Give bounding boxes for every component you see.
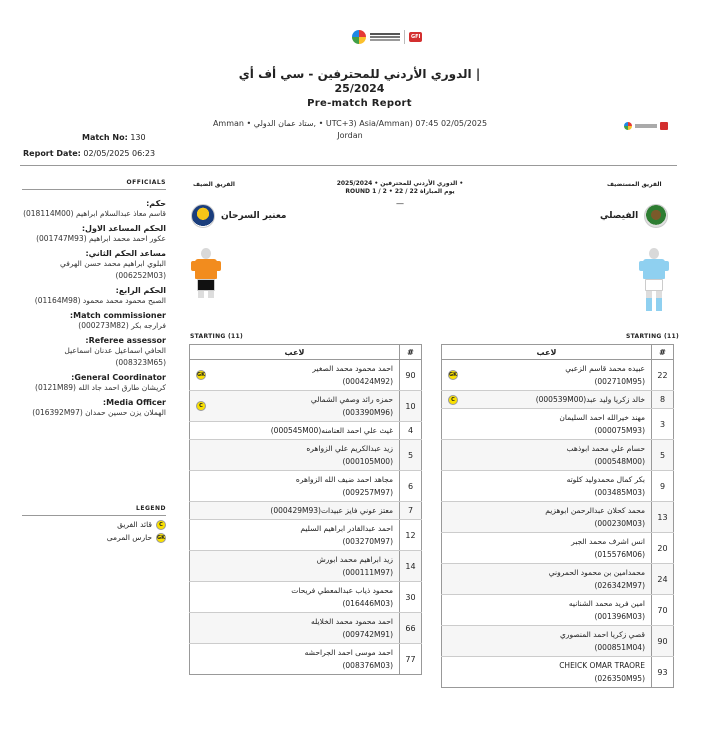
official-name: قاسم معاذ عبدالسلام ابراهيم (018114M00) — [23, 209, 166, 218]
player-row — [190, 551, 422, 582]
league-title: الدوري الأردني للمحترفين - سي أف أي | — [238, 67, 481, 81]
official-role: General Coordinator: — [71, 373, 166, 382]
legend-item — [86, 531, 166, 544]
away-crest-icon — [191, 204, 215, 228]
player-number: 20 — [652, 533, 674, 564]
official-name: الحافي اسماعيل عدنان اسماعيل (008323M65) — [64, 346, 166, 367]
official-name: الصبح محمود محمد محمود (01164M98) — [34, 296, 166, 305]
player-id: (002710M95) — [594, 377, 645, 386]
away-team — [191, 204, 287, 228]
captain-badge-icon: C — [156, 520, 166, 530]
player-cell — [190, 422, 400, 440]
official-role: حكم: — [146, 199, 166, 208]
player-row — [442, 360, 674, 391]
league-logo-wordmark — [370, 33, 400, 41]
player-row — [442, 440, 674, 471]
official-name: البلوي ابراهيم محمد حسن الهرفي (006252M03) — [60, 259, 166, 280]
player-cell — [190, 391, 400, 422]
player-number: 10 — [400, 391, 422, 422]
player-number: 90 — [400, 360, 422, 391]
player-row — [442, 564, 674, 595]
mini-league-logo-icon — [624, 122, 632, 130]
home-team — [600, 204, 668, 228]
player-cell — [442, 564, 652, 595]
player-cell — [442, 409, 652, 440]
player-row — [442, 471, 674, 502]
player-name: احمد محمود محمد الصغير — [312, 364, 393, 373]
home-lineup-table — [441, 344, 674, 688]
player-number: 77 — [400, 644, 422, 675]
player-number: 5 — [400, 440, 422, 471]
goalkeeper-badge-icon: GK — [197, 372, 205, 378]
player-row — [442, 657, 674, 688]
player-name: محمدامين بن محمود الحمروني — [548, 568, 645, 577]
round-info: الدوري الأردني للمحترفين • 2025/2024 • ROUND 1 / 2 • يوم المباراة 22 / 22 — [336, 180, 464, 195]
player-row — [190, 582, 422, 613]
column-player: لاعب — [190, 345, 400, 360]
player-name: احمد موسى احمد الجراحشه — [304, 648, 393, 657]
logo-divider — [404, 30, 405, 44]
player-name: بكر كمال محمدوليد كلوته — [566, 475, 645, 484]
player-id: (008376M03) — [342, 661, 393, 670]
away-side-label: الفريق الضيف — [193, 181, 235, 188]
player-id: (000548M00) — [594, 457, 645, 466]
player-name: محمود ذياب عبدالمعطي فريحات — [291, 586, 393, 595]
legend-heading: LEGEND — [22, 505, 166, 516]
player-row — [190, 422, 422, 440]
player-number: 90 — [652, 626, 674, 657]
player-row — [442, 595, 674, 626]
captain-badge-icon: C — [196, 401, 206, 411]
official-name: الهملان يزن حسين حمدان (016392M97) — [32, 408, 166, 417]
player-name: حسام علي محمد ابوذهب — [566, 444, 645, 453]
player-cell — [190, 644, 400, 675]
column-player: لاعب — [442, 345, 652, 360]
gfi-logo: GFI — [411, 34, 421, 40]
player-cell — [442, 471, 652, 502]
player-id: (003270M97) — [342, 537, 393, 546]
player-id: (015576M06) — [594, 550, 645, 559]
player-number: 14 — [400, 551, 422, 582]
player-id: (026342M97) — [594, 581, 645, 590]
player-name: غيث علي احمد العنامنه(000545M00) — [270, 426, 393, 435]
player-name: حمزه رائد وصفي الشمالي — [310, 395, 393, 404]
player-id: (000111M97) — [342, 568, 393, 577]
player-row — [442, 391, 674, 409]
player-number: 70 — [652, 595, 674, 626]
player-number: 6 — [400, 471, 422, 502]
home-team-name: الفيصلي — [600, 211, 639, 221]
player-name: قصي زكريا احمد المنصوري — [559, 630, 645, 639]
player-number: 5 — [652, 440, 674, 471]
official-role: الحكم الرابع: — [115, 286, 166, 295]
player-cell — [190, 582, 400, 613]
player-number: 66 — [400, 613, 422, 644]
player-cell — [442, 533, 652, 564]
player-cell — [442, 391, 652, 409]
player-cell — [190, 440, 400, 471]
player-number: 12 — [400, 520, 422, 551]
player-name: خالد زكريا وليد عبد(000539M00) — [535, 395, 645, 404]
player-name: محمد كحلان عبدالرحمن ابوهزيم — [545, 506, 645, 515]
player-row — [190, 471, 422, 502]
player-row — [442, 502, 674, 533]
home-crest-icon — [644, 204, 668, 228]
player-number: 8 — [652, 391, 674, 409]
player-name: احمد عبدالقادر ابراهيم السليم — [300, 524, 393, 533]
legend-label: قائد الفريق — [117, 520, 152, 529]
venue-line: Amman • ستاد عمان الدولي, • UTC+3) Asia/Amman) 07:45 02/05/2025 — [212, 119, 488, 128]
player-row — [190, 613, 422, 644]
player-id: (026350M95) — [594, 674, 645, 683]
captain-badge-icon: C — [448, 395, 458, 405]
home-starting-label: STARTING (11) — [626, 333, 680, 340]
player-id: (000230M03) — [594, 519, 645, 528]
player-cell — [190, 520, 400, 551]
official-name: عكور احمد محمد ابراهيم (001747M93) — [36, 234, 166, 243]
official-role: مساعد الحكم الثاني: — [85, 249, 166, 258]
away-kit-icon — [193, 248, 219, 318]
player-cell — [190, 551, 400, 582]
official-role: Match commissioner: — [69, 311, 166, 320]
legend-list — [86, 518, 166, 544]
goalkeeper-badge-icon: GK — [449, 372, 457, 378]
report-date: Report Date: 02/05/2025 06:23 — [23, 149, 156, 158]
player-name: زيد عبدالكريم علي الزواهره — [306, 444, 393, 453]
player-cell — [442, 595, 652, 626]
match-number: Match No: 130 — [82, 133, 146, 142]
player-number: 3 — [652, 409, 674, 440]
player-cell — [190, 360, 400, 391]
player-id: (003390M96) — [342, 408, 393, 417]
season: 25/2024 — [334, 82, 385, 95]
player-cell — [442, 502, 652, 533]
mini-wordmark — [635, 124, 657, 128]
officials-list — [20, 195, 166, 419]
away-team-name: معنير السرحان — [221, 211, 287, 221]
player-id: (000851M04) — [594, 643, 645, 652]
player-number: 30 — [400, 582, 422, 613]
player-number: 24 — [652, 564, 674, 595]
column-number: # — [652, 345, 674, 360]
legend-item — [86, 518, 166, 531]
away-lineup-table — [189, 344, 422, 675]
small-logos — [624, 122, 668, 130]
league-burst-logo-icon — [352, 30, 366, 44]
official-role: Media Officer: — [102, 398, 166, 407]
official-role: الحكم المساعد الاول: — [81, 224, 166, 233]
player-id: (009742M91) — [342, 630, 393, 639]
header-divider — [20, 165, 677, 166]
player-row — [190, 360, 422, 391]
player-number: 93 — [652, 657, 674, 688]
player-name: امين فريد محمد الشنانيه — [568, 599, 645, 608]
player-name: انس اشرف محمد الجبر — [571, 537, 645, 546]
player-cell — [442, 360, 652, 391]
player-id: (016446M03) — [342, 599, 393, 608]
player-number: 22 — [652, 360, 674, 391]
legend-label: حارس المرمى — [106, 533, 152, 542]
player-name: مجاهد احمد ضيف الله الزواهره — [295, 475, 393, 484]
player-name: مهند خيرالله احمد السليمان — [559, 413, 645, 422]
player-name: عبيده محمد قاسم الزعبي — [565, 364, 645, 373]
player-row — [190, 502, 422, 520]
player-row — [190, 520, 422, 551]
player-number: 13 — [652, 502, 674, 533]
player-id: (009257M97) — [342, 488, 393, 497]
player-number: 9 — [652, 471, 674, 502]
player-cell — [442, 657, 652, 688]
player-id: (003485M03) — [594, 488, 645, 497]
away-starting-label: STARTING (11) — [190, 333, 244, 340]
player-row — [442, 533, 674, 564]
player-cell — [442, 440, 652, 471]
player-cell — [190, 471, 400, 502]
player-name: احمد محمود محمد الخلايله — [311, 617, 393, 626]
player-row — [442, 409, 674, 440]
header-logos — [352, 30, 422, 44]
officials-heading: OFFICIALS — [22, 179, 166, 190]
player-name: CHEICK OMAR TRAORE — [559, 661, 645, 670]
player-row — [190, 391, 422, 422]
home-kit-icon — [641, 248, 667, 318]
score-dash: — — [396, 199, 404, 208]
player-row — [442, 626, 674, 657]
official-name: فرارجه بكر (000273M82) — [78, 321, 166, 330]
goalkeeper-badge-icon: GK — [157, 534, 165, 541]
player-id: (000424M92) — [342, 377, 393, 386]
player-id: (001396M03) — [594, 612, 645, 621]
player-id: (000105M00) — [342, 457, 393, 466]
column-number: # — [400, 345, 422, 360]
mini-gfi-logo-icon — [660, 122, 668, 130]
player-cell — [190, 502, 400, 520]
player-name: معتز عوني فايز عبيدات(000429M93) — [270, 506, 393, 515]
official-name: كريشان طارق احمد جاد الله (0121M89) — [35, 383, 166, 392]
home-side-label: الفريق المستضيف — [607, 181, 662, 188]
player-row — [190, 644, 422, 675]
player-cell — [442, 626, 652, 657]
player-number: 4 — [400, 422, 422, 440]
report-title: Pre-match Report — [307, 98, 412, 109]
player-cell — [190, 613, 400, 644]
player-id: (000075M93) — [594, 426, 645, 435]
player-number: 7 — [400, 502, 422, 520]
official-role: Referee assessor: — [85, 336, 166, 345]
country: Jordan — [337, 131, 363, 140]
player-row — [190, 440, 422, 471]
player-name: زيد ابراهيم محمد ابورش — [316, 555, 393, 564]
